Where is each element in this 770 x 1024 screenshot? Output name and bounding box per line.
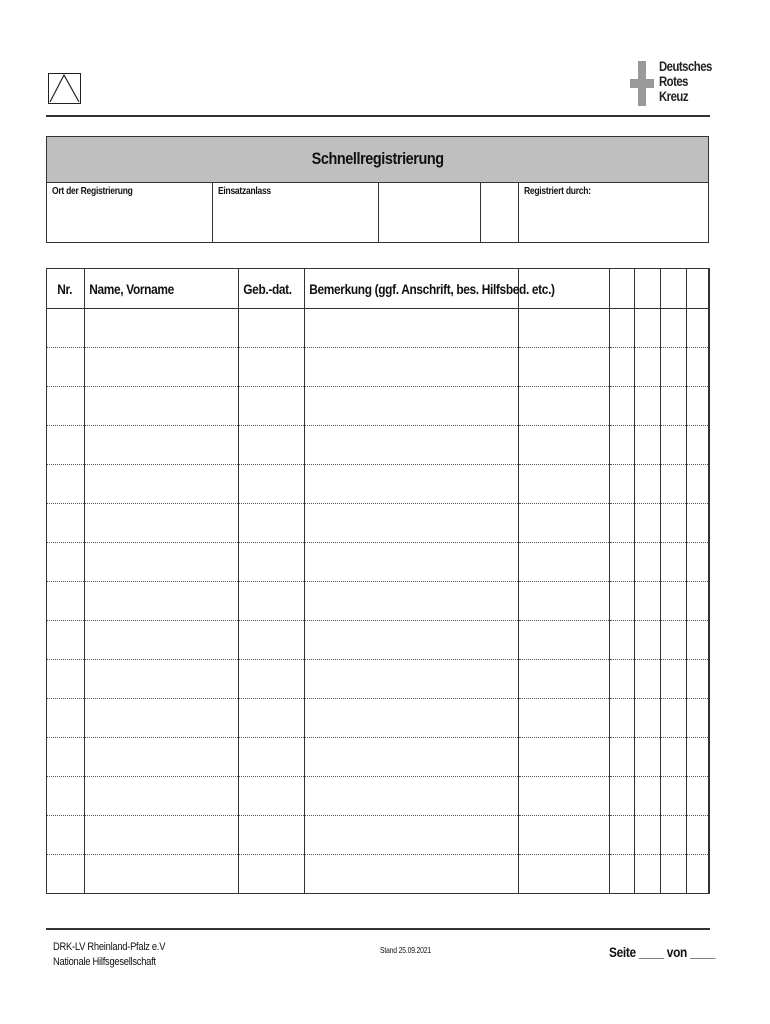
table-row (47, 543, 710, 582)
extra-field-1[interactable] (379, 182, 481, 242)
header-nr: Nr. (47, 269, 85, 309)
table-cell[interactable] (635, 738, 661, 777)
table-row (47, 777, 710, 816)
table-cell[interactable] (661, 738, 687, 777)
table-cell[interactable] (239, 660, 305, 699)
einsatzanlass-label: Einsatzanlass (218, 186, 271, 197)
registration-header-box (46, 136, 709, 243)
table-cell[interactable] (239, 426, 305, 465)
table-cell[interactable] (661, 309, 687, 348)
table-cell[interactable] (305, 660, 519, 699)
table-cell[interactable] (239, 777, 305, 816)
table-cell[interactable] (519, 855, 610, 894)
table-cell[interactable] (709, 387, 710, 426)
table-cell[interactable] (85, 582, 239, 621)
table-cell[interactable] (305, 465, 519, 504)
table-cell[interactable] (519, 348, 610, 387)
table-cell[interactable] (519, 738, 610, 777)
table-cell[interactable] (687, 738, 709, 777)
table-cell[interactable] (239, 855, 305, 894)
table-cell[interactable] (239, 738, 305, 777)
table-cell[interactable] (519, 816, 610, 855)
header-name: Name, Vorname (85, 269, 239, 309)
table-cell[interactable] (47, 660, 85, 699)
table-cell[interactable] (85, 543, 239, 582)
triangle-symbol-box (48, 73, 81, 104)
table-cell[interactable] (47, 777, 85, 816)
table-cell[interactable] (239, 309, 305, 348)
table-cell[interactable] (709, 738, 710, 777)
table-cell[interactable] (519, 465, 610, 504)
logo-line-1: Deutsches (659, 59, 712, 74)
header-col-10 (709, 269, 710, 309)
info-row (47, 182, 708, 242)
table-cell[interactable] (519, 621, 610, 660)
table-cell[interactable] (687, 465, 709, 504)
table-cell[interactable] (610, 582, 635, 621)
ort-label: Ort der Registrierung (52, 186, 133, 197)
table-cell[interactable] (85, 426, 239, 465)
table-cell[interactable] (687, 309, 709, 348)
table-cell[interactable] (709, 543, 710, 582)
registriert-durch-field[interactable] (519, 182, 708, 242)
table-cell[interactable] (85, 348, 239, 387)
registriert-durch-label: Registriert durch: (524, 186, 591, 197)
header-col-9 (687, 269, 709, 309)
table-row (47, 426, 710, 465)
table-row (47, 387, 710, 426)
table-cell[interactable] (709, 426, 710, 465)
table-cell[interactable] (610, 699, 635, 738)
table-cell[interactable] (635, 660, 661, 699)
table-cell[interactable] (610, 543, 635, 582)
table-cell[interactable] (661, 348, 687, 387)
table-header-row (47, 269, 710, 309)
table-cell[interactable] (635, 387, 661, 426)
extra-field-2[interactable] (481, 182, 519, 242)
table-cell[interactable] (47, 738, 85, 777)
table-cell[interactable] (47, 816, 85, 855)
table-cell[interactable] (305, 348, 519, 387)
registration-table (46, 268, 710, 894)
table-cell[interactable] (519, 699, 610, 738)
table-cell[interactable] (635, 855, 661, 894)
table-cell[interactable] (610, 348, 635, 387)
table-cell[interactable] (305, 582, 519, 621)
table-cell[interactable] (305, 699, 519, 738)
table-cell[interactable] (687, 621, 709, 660)
table-cell[interactable] (635, 816, 661, 855)
table-cell[interactable] (709, 699, 710, 738)
header-col-6 (610, 269, 635, 309)
header-geburtsdatum: Geb.-dat. (239, 269, 305, 309)
form-title: Schnellregistrierung (311, 149, 444, 168)
table-cell[interactable] (687, 699, 709, 738)
table-cell[interactable] (661, 582, 687, 621)
table-cell[interactable] (635, 621, 661, 660)
triangle-icon (49, 74, 80, 103)
table-cell[interactable] (687, 855, 709, 894)
table-cell[interactable] (610, 777, 635, 816)
table-cell[interactable] (239, 348, 305, 387)
table-cell[interactable] (709, 309, 710, 348)
table-cell[interactable] (635, 543, 661, 582)
table-cell[interactable] (239, 504, 305, 543)
table-cell[interactable] (519, 543, 610, 582)
table-cell[interactable] (661, 387, 687, 426)
table-cell[interactable] (85, 816, 239, 855)
table-cell[interactable] (610, 816, 635, 855)
table-cell[interactable] (661, 543, 687, 582)
table-cell[interactable] (305, 387, 519, 426)
table-cell[interactable] (635, 777, 661, 816)
table-cell[interactable] (85, 855, 239, 894)
table-cell[interactable] (610, 855, 635, 894)
table-cell[interactable] (709, 660, 710, 699)
table-cell[interactable] (610, 465, 635, 504)
table-cell[interactable] (305, 855, 519, 894)
table-cell[interactable] (239, 465, 305, 504)
table-cell[interactable] (687, 504, 709, 543)
table-cell[interactable] (519, 426, 610, 465)
footer-organization (53, 940, 185, 970)
table-cell[interactable] (709, 465, 710, 504)
page-number-field[interactable]: Seite ____ von ____ (609, 944, 716, 960)
table-cell[interactable] (610, 504, 635, 543)
table-cell[interactable] (85, 465, 239, 504)
table-cell[interactable] (239, 816, 305, 855)
stand-date: Stand 25.09.2021 (380, 946, 431, 955)
table-cell[interactable] (85, 504, 239, 543)
table-cell[interactable] (709, 504, 710, 543)
table-cell[interactable] (709, 777, 710, 816)
title-bar (47, 137, 708, 183)
table-cell[interactable] (635, 699, 661, 738)
table-cell[interactable] (610, 621, 635, 660)
ort-field[interactable] (47, 182, 213, 242)
table-cell[interactable] (519, 309, 610, 348)
table-row (47, 621, 710, 660)
table-cell[interactable] (519, 504, 610, 543)
header-bemerkung: Bemerkung (ggf. Anschrift, bes. Hilfsbed. etc.) (305, 269, 519, 309)
table-cell[interactable] (47, 348, 85, 387)
table-cell[interactable] (610, 309, 635, 348)
table-cell[interactable] (635, 348, 661, 387)
table-cell[interactable] (305, 504, 519, 543)
einsatzanlass-field[interactable] (213, 182, 379, 242)
table-cell[interactable] (519, 387, 610, 426)
table-cell[interactable] (47, 855, 85, 894)
table-cell[interactable] (305, 816, 519, 855)
table-cell[interactable] (635, 582, 661, 621)
table-row (47, 816, 710, 855)
table-cell[interactable] (47, 504, 85, 543)
table-cell[interactable] (305, 738, 519, 777)
table-cell[interactable] (610, 426, 635, 465)
footer-divider (46, 928, 710, 930)
table-cell[interactable] (635, 309, 661, 348)
table-cell[interactable] (687, 543, 709, 582)
red-cross-icon (630, 61, 654, 106)
table-cell[interactable] (85, 699, 239, 738)
table-cell[interactable] (239, 621, 305, 660)
table-cell[interactable] (239, 699, 305, 738)
table-cell[interactable] (47, 621, 85, 660)
table-row (47, 504, 710, 543)
table-cell[interactable] (85, 777, 239, 816)
logo-line-2: Rotes (659, 74, 688, 89)
table-cell[interactable] (709, 621, 710, 660)
table-cell[interactable] (47, 699, 85, 738)
table-cell[interactable] (610, 660, 635, 699)
table-cell[interactable] (47, 465, 85, 504)
table-cell[interactable] (610, 387, 635, 426)
table-cell[interactable] (635, 504, 661, 543)
table-cell[interactable] (85, 387, 239, 426)
table-cell[interactable] (47, 309, 85, 348)
table-cell[interactable] (661, 777, 687, 816)
table-row (47, 582, 710, 621)
table-cell[interactable] (47, 582, 85, 621)
table-cell[interactable] (635, 426, 661, 465)
table-cell[interactable] (661, 504, 687, 543)
table-cell[interactable] (519, 660, 610, 699)
table-cell[interactable] (239, 543, 305, 582)
table-cell[interactable] (661, 699, 687, 738)
table-row (47, 855, 710, 894)
table-cell[interactable] (709, 348, 710, 387)
table-cell[interactable] (687, 387, 709, 426)
table-row (47, 465, 710, 504)
table-cell[interactable] (610, 738, 635, 777)
table-cell[interactable] (709, 816, 710, 855)
table-cell[interactable] (305, 543, 519, 582)
header-col-8 (661, 269, 687, 309)
table-cell[interactable] (661, 621, 687, 660)
table-cell[interactable] (687, 816, 709, 855)
table-cell[interactable] (239, 582, 305, 621)
table-row (47, 738, 710, 777)
table-cell[interactable] (85, 309, 239, 348)
table-cell[interactable] (687, 348, 709, 387)
header-divider (46, 115, 710, 117)
org-subtitle: Nationale Hilfsgesellschaft (53, 956, 156, 968)
header-col-7 (635, 269, 661, 309)
table-body (47, 309, 710, 894)
table-cell[interactable] (709, 855, 710, 894)
table-cell[interactable] (687, 426, 709, 465)
table-cell[interactable] (519, 582, 610, 621)
table-cell[interactable] (661, 465, 687, 504)
logo-line-3: Kreuz (659, 89, 688, 104)
table-cell[interactable] (85, 738, 239, 777)
table-cell[interactable] (305, 621, 519, 660)
drk-logo (630, 59, 720, 109)
table-cell[interactable] (239, 387, 305, 426)
table-cell[interactable] (661, 855, 687, 894)
table-cell[interactable] (85, 621, 239, 660)
table-row (47, 348, 710, 387)
table-cell[interactable] (687, 660, 709, 699)
table-row (47, 699, 710, 738)
table-cell[interactable] (305, 777, 519, 816)
org-name: DRK-LV Rheinland-Pfalz e.V (53, 941, 166, 953)
table-row (47, 309, 710, 348)
table-cell[interactable] (661, 816, 687, 855)
table-cell[interactable] (687, 582, 709, 621)
table-cell[interactable] (635, 465, 661, 504)
table-cell[interactable] (687, 777, 709, 816)
table-cell[interactable] (47, 426, 85, 465)
table-cell[interactable] (305, 426, 519, 465)
table-cell[interactable] (85, 660, 239, 699)
table-cell[interactable] (47, 387, 85, 426)
table-cell[interactable] (519, 777, 610, 816)
table-cell[interactable] (305, 309, 519, 348)
table-row (47, 660, 710, 699)
table-cell[interactable] (47, 543, 85, 582)
table-cell[interactable] (709, 582, 710, 621)
table-cell[interactable] (661, 426, 687, 465)
table-cell[interactable] (661, 660, 687, 699)
